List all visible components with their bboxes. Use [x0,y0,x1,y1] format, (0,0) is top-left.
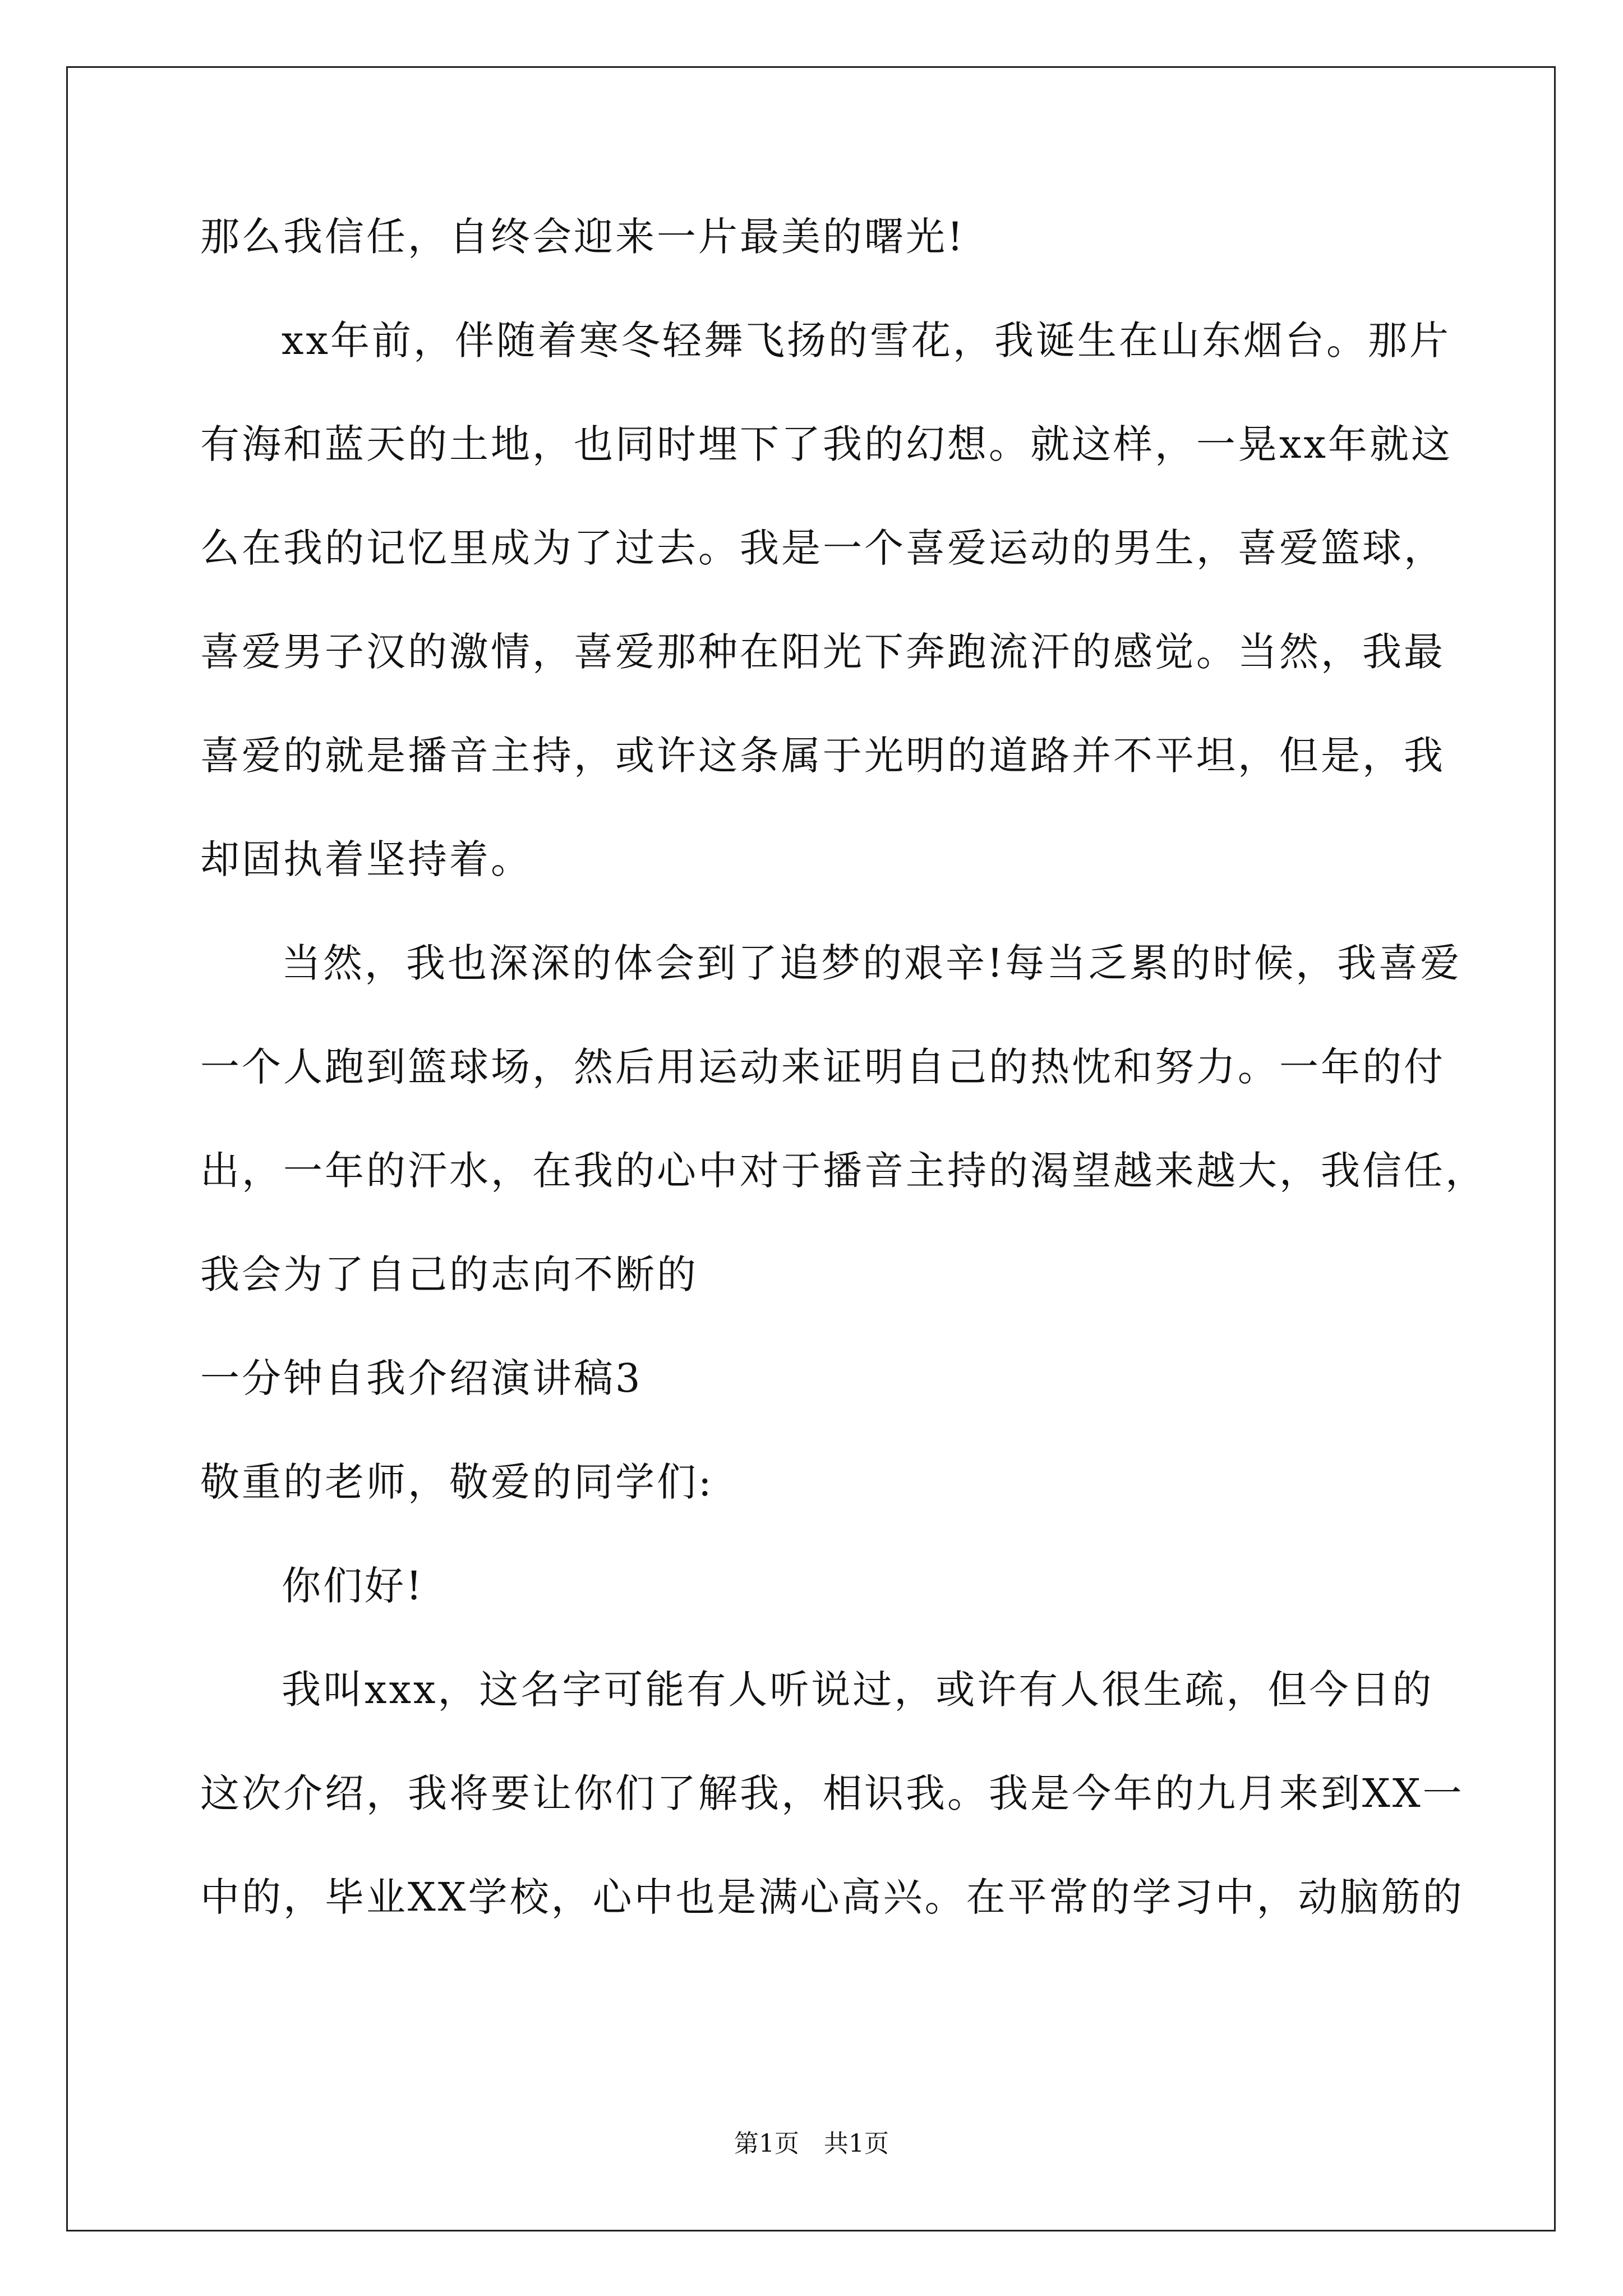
greeting: 你们好! [282,1563,425,1609]
document-body [200,185,1487,1949]
text-line: 那么我信任，自终会迎来一片最美的曙光! [200,214,966,260]
text-line: 出，一年的汗水，在我的心中对于播音主持的渴望越来越大，我信任， [200,1148,1487,1194]
text-line: 中的，毕业XX学校，心中也是满心高兴。在平常的学习中，动脑筋的 [200,1874,1464,1920]
text-line: 却固执着坚持着。 [200,836,532,882]
text-line: 我会为了自己的志向不断的 [200,1251,698,1297]
text-line: 喜爱的就是播音主持，或许这条属于光明的道路并不平坦，但是，我 [200,733,1445,779]
text-line: 一个人跑到篮球场，然后用运动来证明自己的热忱和努力。一年的付 [200,1044,1445,1090]
text-line: 喜爱男子汉的激情，喜爱那种在阳光下奔跑流汗的感觉。当然，我最 [200,629,1445,675]
text-line: 有海和蓝天的土地，也同时埋下了我的幻想。就这样，一晃xx年就这 [200,421,1453,467]
page-number: 第1页 共1页 [734,2129,889,2158]
text-line: xx年前，伴随着寒冬轻舞飞扬的雪花，我诞生在山东烟台。那片 [282,318,1451,364]
text-line: 我叫xxx，这名字可能有人听说过，或许有人很生疏，但今日的 [282,1667,1434,1713]
salutation: 敬重的老师，敬爱的同学们: [200,1459,714,1505]
section-heading: 一分钟自我介绍演讲稿3 [200,1355,643,1401]
text-line: 当然，我也深深的体会到了追梦的艰辛!每当乏累的时候，我喜爱 [282,940,1462,986]
text-line: 这次介绍，我将要让你们了解我，相识我。我是今年的九月来到XX一 [200,1770,1464,1816]
text-line: 么在我的记忆里成为了过去。我是一个喜爱运动的男生，喜爱篮球， [200,525,1445,571]
